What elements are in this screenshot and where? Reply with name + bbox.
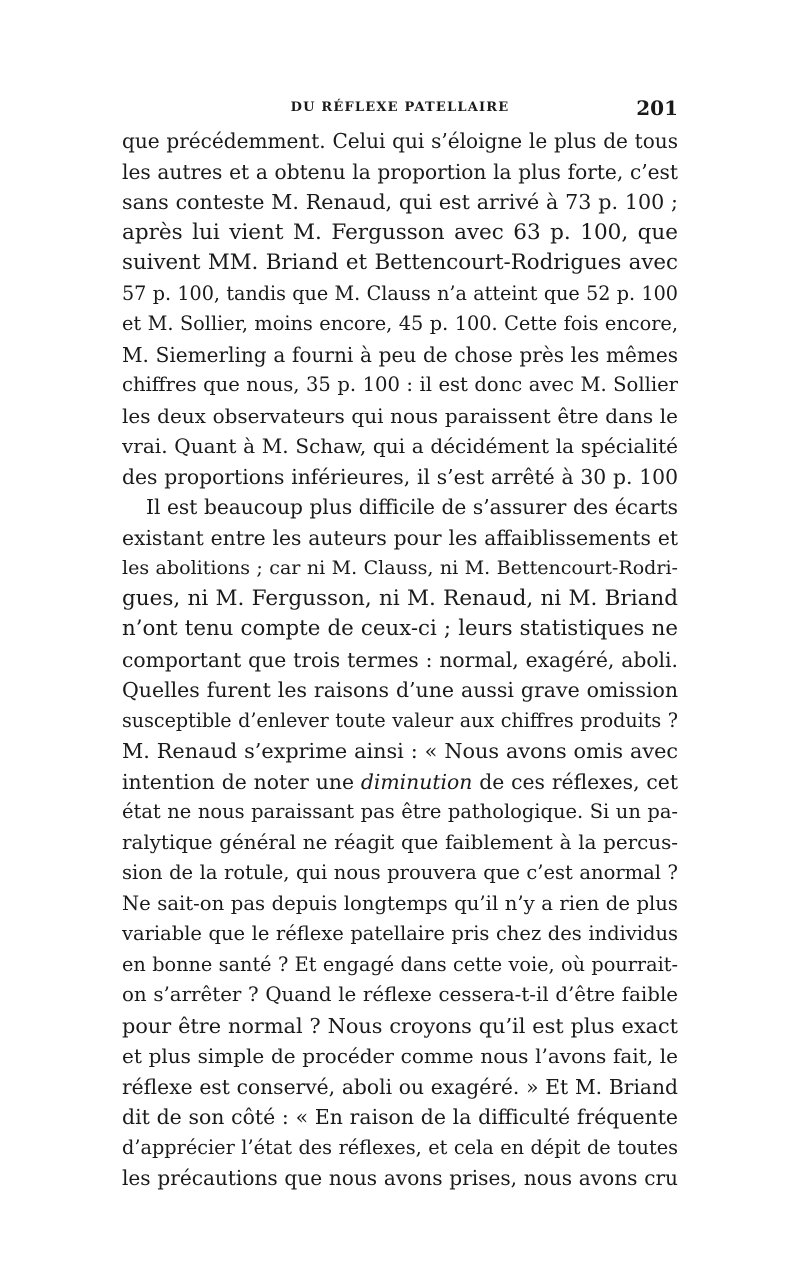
text-line: réflexe est conservé, aboli ou exagéré. » Et M. Briand [122,1074,678,1099]
text-line: sans conteste M. Renaud, qui est arrivé à 73 p. 100 ; [122,190,678,214]
italic-word: diminution [360,769,473,794]
text-line: et plus simple de procéder comme nous l’avons fait, le [122,1044,678,1068]
text-line: Ne sait-on pas depuis longtemps qu’il n’y a rien de plus [122,891,678,915]
text-line: en bonne santé ? Et engagé dans cette voie, où pourrait- [122,952,678,976]
text-fragment: intention de noter une [122,769,361,794]
text-line: vrai. Quant à M. Schaw, qui a décidément la spécialité [122,434,678,458]
text-line: pour être normal ? Nous croyons qu’il est plus exact [122,1013,678,1038]
text-line: ralytique général ne réagit que faiblement à la percus- [122,830,678,854]
text-fragment: de ces réflexes, cet [472,769,678,794]
text-line: suivent MM. Briand et Bettencourt-Rodrigues avec [122,250,678,275]
page-number: 201 [636,96,678,120]
text-line: comportant que trois termes : normal, exagéré, aboli. [122,647,678,672]
text-line: les abolitions ; car ni M. Clauss, ni M. Bettencourt-Rodri- [122,557,678,579]
text-line: les autres et a obtenu la proportion la plus forte, c’est [122,159,678,184]
paragraph-first-line: Il est beaucoup plus difficile de s’assurer des écarts [146,495,678,519]
text-line-with-italic [122,767,678,798]
text-line: les deux observateurs qui nous paraissent être dans le [122,403,678,428]
text-line: que précédemment. Celui qui s’éloigne le plus de tous [122,129,678,153]
text-line: susceptible d’enlever toute valeur aux chiffres produits ? [122,708,678,732]
text-line: les précautions que nous avons prises, nous avons cru [122,1166,678,1190]
text-line: et M. Sollier, moins encore, 45 p. 100. Cette fois encore, [122,312,678,335]
text-line: état ne nous paraissant pas être pathologique. Si un pa- [122,800,678,823]
text-line: sion de la rotule, qui nous prouvera que c’est anormal ? [122,861,678,884]
text-line: dit de son côté : « En raison de la difficulté fréquente [122,1105,678,1129]
running-head [122,96,678,120]
text-line: variable que le réflexe patellaire pris chez des individus [122,922,678,945]
text-line: des proportions inférieures, il s’est arrêté à 30 p. 100 [122,464,678,489]
running-title: DU RÉFLEXE PATELLAIRE [290,100,510,115]
text-line: gues, ni M. Fergusson, ni M. Renaud, ni M. Briand [122,585,678,611]
text-line: après lui vient M. Fergusson avec 63 p. 100, que [122,219,678,245]
text-line: chiffres que nous, 35 p. 100 : il est donc avec M. Sollier [122,373,678,396]
text-line: n’ont tenu compte de ceux-ci ; leurs statistiques ne [122,616,678,641]
text-line: 57 p. 100, tandis que M. Clauss n’a atteint que 52 p. 100 [122,281,678,305]
text-line: M. Siemerling a fourni à peu de chose près les mêmes [122,342,678,367]
text-line: existant entre les auteurs pour les affaiblissements et [122,525,678,550]
text-line: M. Renaud s’exprime ainsi : « Nous avons omis avec [122,739,678,763]
body-text [122,126,678,1194]
text-line: on s’arrêter ? Quand le réflexe cessera-t-il d’être faible [122,983,678,1006]
text-line: d’apprécier l’état des réflexes, et cela en dépit de toutes [122,1135,678,1159]
text-line: Quelles furent les raisons d’une aussi grave omission [122,678,678,702]
